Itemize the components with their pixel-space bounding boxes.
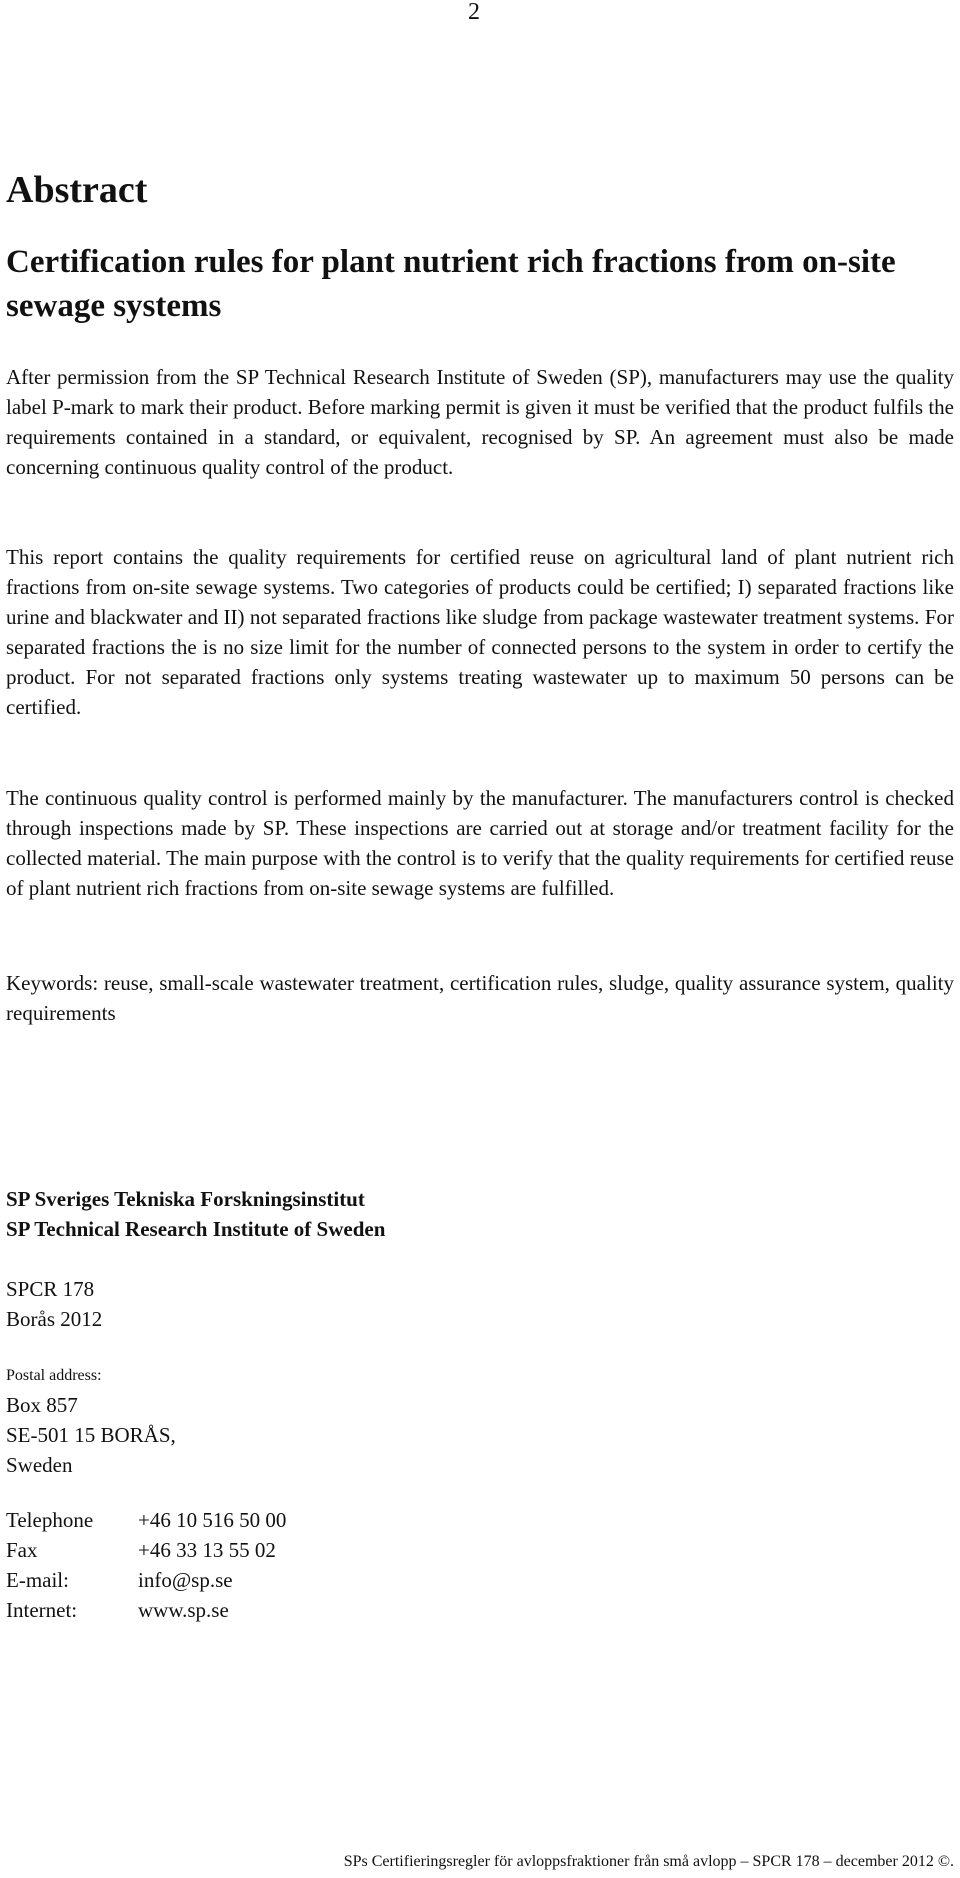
organization-name-english: SP Technical Research Institute of Sweden — [6, 1217, 386, 1241]
postal-address — [6, 1390, 176, 1480]
address-line-3: Sweden — [6, 1453, 73, 1477]
keywords-paragraph: Keywords: reuse, small-scale wastewater treatment, certification rules, sludge, quality assurance system, quality requirements — [6, 971, 954, 1025]
contact-row-telephone — [6, 1505, 286, 1535]
contact-table — [6, 1505, 286, 1625]
address-line-2: SE-501 15 BORÅS, — [6, 1423, 176, 1447]
contact-row-fax — [6, 1535, 286, 1565]
organization-name-swedish: SP Sveriges Tekniska Forskningsinstitut — [6, 1187, 365, 1211]
section-heading-abstract: Abstract — [6, 169, 148, 211]
contact-value: www.sp.se — [138, 1598, 229, 1622]
abstract-paragraph-1: After permission from the SP Technical Research Institute of Sweden (SP), manufacturers may use the quality label P-mark to mark their product. Before marking permit is given it must be verified that the product fulfils the requirements contained in a standard, or equivalent, recognised by SP. An agreement must also be made concerning continuous quality control of the product. — [6, 365, 954, 479]
postal-address-label: Postal address: — [6, 1367, 102, 1384]
contact-label: Internet: — [6, 1598, 78, 1622]
organization-block — [6, 1184, 385, 1244]
contact-value: +46 33 13 55 02 — [138, 1538, 276, 1562]
report-place-year: Borås 2012 — [6, 1307, 103, 1331]
report-number: SPCR 178 — [6, 1277, 95, 1301]
contact-row-internet — [6, 1595, 286, 1625]
page-footer: SPs Certifieringsregler för avloppsfraktioner från små avlopp – SPCR 178 – december 2012 ©. — [343, 1853, 954, 1870]
contact-row-email — [6, 1565, 286, 1595]
contact-value: +46 10 516 50 00 — [138, 1508, 287, 1532]
abstract-paragraph-3: The continuous quality control is performed mainly by the manufacturer. The manufacturers control is checked through inspections made by SP. These inspections are carried out at storage and/or treatment facility for the collected material. The main purpose with the control is to verify that the quality requirements for certified reuse of plant nutrient rich fractions from on-site sewage systems are fulfilled. — [6, 786, 954, 900]
document-title: Certification rules for plant nutrient rich fractions from on-site sewage systems — [6, 244, 896, 324]
contact-label: Telephone — [6, 1508, 94, 1532]
report-info — [6, 1274, 102, 1334]
abstract-paragraph-2: This report contains the quality requirements for certified reuse on agricultural land of plant nutrient rich fractions from on-site sewage systems. Two categories of products could be certified; I) separated fractions like urine and blackwater and II) not separated fractions like sludge from package wastewater treatment systems. For separated fractions the is no size limit for the number of connected persons to the system in order to certify the product. For not separated fractions only systems treating wastewater up to maximum 50 persons can be certified. — [6, 545, 954, 719]
page-number: 2 — [468, 0, 480, 25]
contact-value: info@sp.se — [138, 1568, 233, 1592]
contact-label: Fax — [6, 1538, 38, 1562]
contact-label: E-mail: — [6, 1568, 69, 1592]
address-line-1: Box 857 — [6, 1393, 78, 1417]
